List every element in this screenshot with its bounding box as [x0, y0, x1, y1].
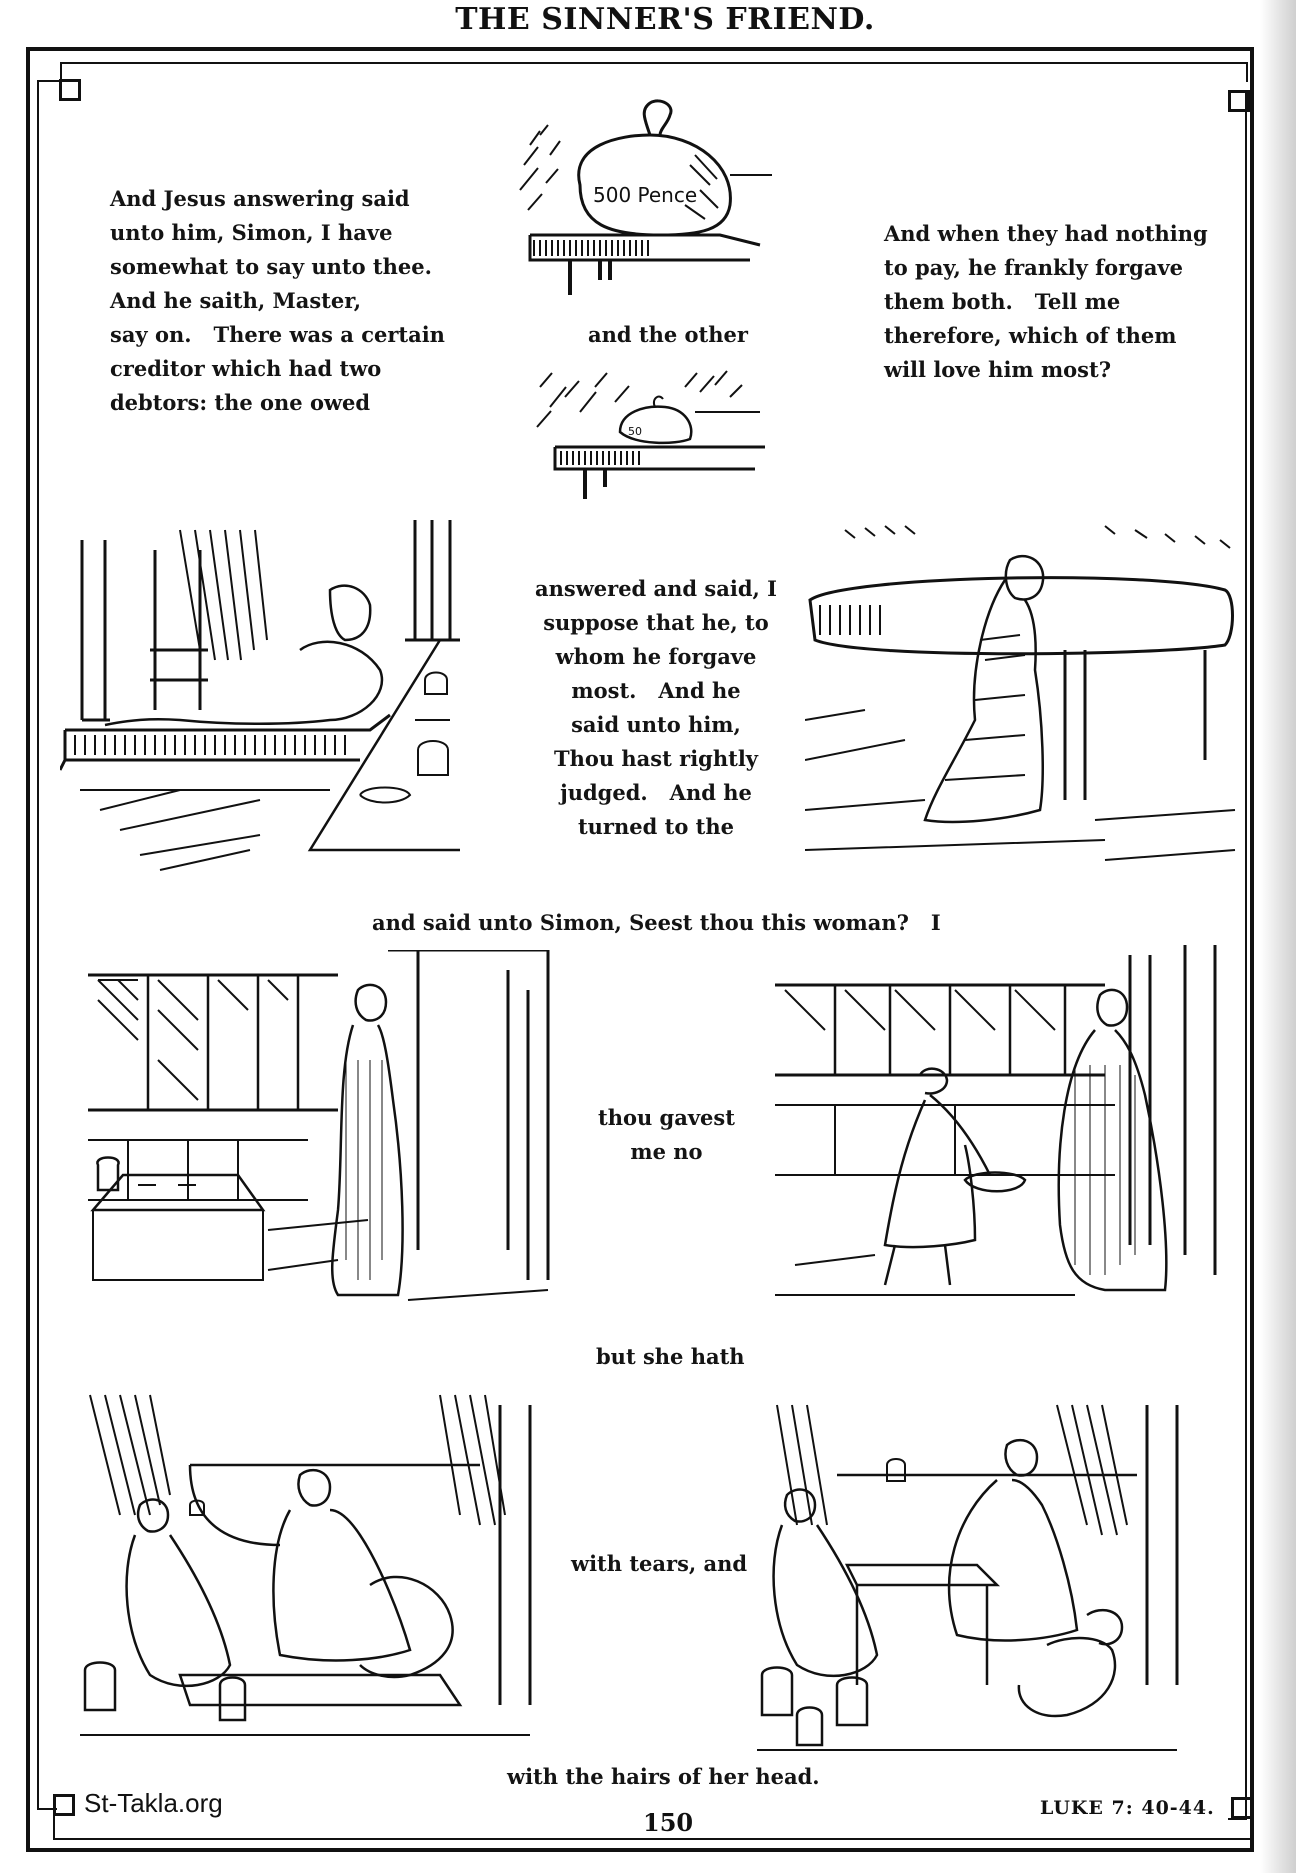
scan-edge-shadow: [1260, 0, 1296, 1873]
inner-frame-right: [1245, 90, 1247, 1820]
illustration-jesus-entering: [88, 950, 558, 1315]
text-intro: And Jesus answering said unto him, Simon, I have somewhat to say unto thee. And he saith, Master, say on. There was a certain creditor which had two debtors: the one owed: [110, 186, 445, 415]
inner-frame-top: [60, 62, 1248, 64]
text-answered: answered and said, I suppose that he, to whom he forgave most. And he said unto him, Thou hast rightly judged. And he turned to the: [535, 576, 777, 839]
money-bag-500-label: 500 Pence: [593, 183, 698, 207]
scripture-reference: LUKE 7: 40-44.: [1040, 1797, 1215, 1819]
text-with-hairs: with the hairs of her head.: [507, 1764, 820, 1789]
text-seest-thou: and said unto Simon, Seest thou this woman? I: [372, 910, 941, 935]
text-with-tears: with tears, and: [571, 1551, 748, 1576]
page-title: THE SINNER'S FRIEND.: [455, 2, 875, 37]
text-and-the-other: and the other: [588, 322, 748, 347]
page-number: 150: [643, 1808, 694, 1837]
inner-frame-br-stub: [1251, 1820, 1253, 1840]
illustration-money-bag-500: [510, 95, 780, 300]
illustration-money-bag-50: [525, 357, 775, 502]
inner-frame-bottom: [53, 1838, 1253, 1840]
corner-ornament-bottom-right: [1231, 1797, 1253, 1819]
text-but-she-hath: but she hath: [596, 1344, 745, 1369]
illustration-simon-reclining: [60, 520, 460, 890]
corner-ornament-top-left: [59, 79, 81, 101]
inner-frame-left: [37, 80, 39, 1810]
illustration-woman-at-feet-left: [80, 1385, 560, 1760]
inner-frame-bl-stub: [53, 1816, 55, 1840]
text-nothing-to-pay: And when they had nothing to pay, he frankly forgave them both. Tell me therefore, which of them will love him most?: [884, 221, 1208, 382]
corner-ornament-bottom-left: [53, 1794, 75, 1816]
corner-ornament-top-right: [1228, 90, 1250, 112]
text-thou-gavest: thou gavest me no: [598, 1105, 735, 1164]
watermark: St-Takla.org: [84, 1788, 223, 1818]
illustration-woman-kneeling: [805, 520, 1240, 890]
illustration-woman-at-feet-right: [757, 1385, 1237, 1760]
inner-frame-right-stub: [1246, 62, 1248, 82]
illustration-servant-washing: [775, 945, 1235, 1320]
money-bag-50-label: 50: [628, 425, 642, 438]
